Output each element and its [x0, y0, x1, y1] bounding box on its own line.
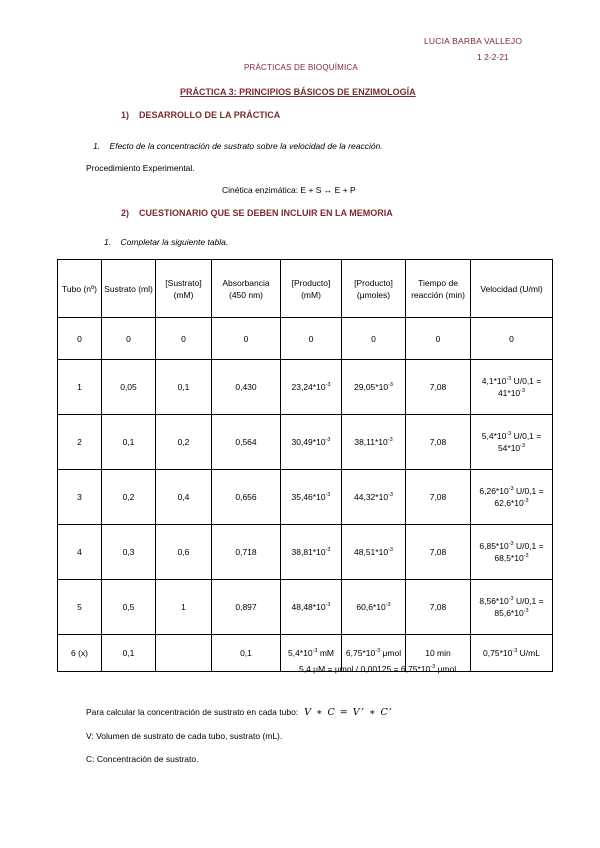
table-cell: 2 — [58, 415, 102, 470]
table-row — [58, 525, 553, 580]
table-cell: 0 — [281, 318, 342, 360]
section-1-number: 1) — [121, 110, 130, 120]
document-date: 1 2-2-21 — [477, 52, 509, 62]
item-2 — [104, 237, 228, 247]
section-1-title: DESARROLLO DE LA PRÁCTICA — [139, 110, 281, 120]
table-cell — [156, 635, 212, 672]
table-cell: 0 — [471, 318, 553, 360]
table-row — [58, 470, 553, 525]
table-cell: 3 — [58, 470, 102, 525]
section-2-title: CUESTIONARIO QUE SE DEBEN INCLUIR EN LA MEMORIA — [139, 208, 393, 218]
table-cell: 4 — [58, 525, 102, 580]
item-2-number: 1. — [104, 237, 112, 247]
results-table — [57, 259, 553, 672]
course-title: PRÁCTICAS DE BIOQUÍMICA — [244, 63, 358, 72]
table-row — [58, 415, 553, 470]
table-cell: $6,85*10^{-3}$ $U/0,1 = 68,5*10^{-3}$ — [471, 525, 553, 580]
section-1-heading — [121, 110, 280, 120]
table-cell: $48,51*10^{-3}$ — [342, 525, 406, 580]
table-cell: $38,81*10^{-3}$ — [281, 525, 342, 580]
section-2-number: 2) — [121, 208, 130, 218]
table-cell: $5,4*10^{-3}$ mM — [281, 635, 342, 672]
table-cell: $35,46*10^{-3}$ — [281, 470, 342, 525]
table-cell: $44,32*10^{-3}$ — [342, 470, 406, 525]
table-cell: 6 (x) — [58, 635, 102, 672]
kinetics-equation: Cinética enzimática: E + S ↔ E + P — [222, 185, 356, 195]
table-cell: 0 — [342, 318, 406, 360]
table-cell: 0,2 — [102, 470, 156, 525]
table-cell: $23,24*10^{-3}$ — [281, 360, 342, 415]
table-cell: 0,1 — [212, 635, 281, 672]
table-cell: 7,08 — [406, 360, 471, 415]
author-name: LUCIA BARBA VALLEJO — [424, 36, 523, 46]
table-cell: 0,1 — [102, 415, 156, 470]
table-header-row — [58, 260, 553, 318]
table-cell: 0 — [406, 318, 471, 360]
table-cell: 1 — [156, 580, 212, 635]
table-cell: 7,08 — [406, 470, 471, 525]
table-cell: $6,26*10^{-3}$ $U/0,1 = 62,6*10^{-3}$ — [471, 470, 553, 525]
table-cell: 0,897 — [212, 580, 281, 635]
table-cell: $48,48*10^{-3}$ — [281, 580, 342, 635]
table-cell: $60,6*10^{-3}$ — [342, 580, 406, 635]
table-cell: 0,2 — [156, 415, 212, 470]
table-cell: $38,11*10^{-3}$ — [342, 415, 406, 470]
table-cell: 0,718 — [212, 525, 281, 580]
table-cell: 0,6 — [156, 525, 212, 580]
table-cell: 0 — [212, 318, 281, 360]
table-cell: 7,08 — [406, 580, 471, 635]
table-cell: 0,564 — [212, 415, 281, 470]
header-cell: Tubo (nº) — [58, 260, 102, 318]
table-cell: 0 — [58, 318, 102, 360]
header-cell: Absorbancia (450 nm) — [212, 260, 281, 318]
table-cell: 0,05 — [102, 360, 156, 415]
table-cell: 0 — [102, 318, 156, 360]
table-cell: 1 — [58, 360, 102, 415]
header-cell: Velocidad (U/ml) — [471, 260, 553, 318]
item-1-number: 1. — [93, 141, 101, 151]
concentration-definition: C: Concentración de sustrato. — [86, 754, 199, 764]
table-cell: $30,49*10^{-3}$ — [281, 415, 342, 470]
table-cell: 0,1 — [102, 635, 156, 672]
table-cell: 7,08 — [406, 415, 471, 470]
item-2-text: Completar la siguiente tabla. — [120, 237, 229, 247]
dilution-formula: V ∗ C = V’ ∗ C’ — [304, 707, 393, 718]
header-cell: [Producto] (μmoles) — [342, 260, 406, 318]
table-cell: $0,75*10^{-3}$ U/mL — [471, 635, 553, 672]
item-1 — [93, 141, 383, 151]
table-cell: 7,08 — [406, 525, 471, 580]
table-cell: $5,4*10^{-3}$ $U/0,1 = 54*10^{-3}$ — [471, 415, 553, 470]
table-cell: 0,4 — [156, 470, 212, 525]
table-row — [58, 580, 553, 635]
table-cell: 10 min — [406, 635, 471, 672]
table-cell: $4,1*10^{-3}$ $U/0,1 = 41*10^{-3}$ — [471, 360, 553, 415]
table-cell: $8,56*10^{-3}$ $U/0,1 = 85,6*10^{-3}$ — [471, 580, 553, 635]
conversion-note: 5,4 $\mu M = \mu mol / 0,00125 = 6,75*10^{-3}$ μmol — [299, 664, 457, 674]
header-cell: [Producto] (mM) — [281, 260, 342, 318]
table-row — [58, 360, 553, 415]
table-cell: 0,656 — [212, 470, 281, 525]
formula-paragraph — [86, 707, 393, 718]
procedure-text: Procedimiento Experimental. — [86, 163, 195, 173]
header-cell: Tiempo de reacción (min) — [406, 260, 471, 318]
table-row — [58, 318, 553, 360]
volume-definition: V: Volumen de sustrato de cada tubo, sustrato (mL). — [86, 731, 283, 741]
table-cell: 0,5 — [102, 580, 156, 635]
table-cell: 0,430 — [212, 360, 281, 415]
formula-intro: Para calcular la concentración de sustrato en cada tubo: — [86, 707, 299, 717]
table-cell: 5 — [58, 580, 102, 635]
item-1-text: Efecto de la concentración de sustrato sobre la velocidad de la reacción. — [109, 141, 383, 151]
section-2-heading — [121, 208, 393, 218]
table-cell: 0,3 — [102, 525, 156, 580]
table-cell: 0 — [156, 318, 212, 360]
header-cell: [Sustrato] (mM) — [156, 260, 212, 318]
table-cell: $29,05*10^{-3}$ — [342, 360, 406, 415]
header-cell: Sustrato (ml) — [102, 260, 156, 318]
page-title: PRÁCTICA 3: PRINCIPIOS BÁSICOS DE ENZIMOLOGÍA — [180, 87, 416, 97]
table-cell: 0,1 — [156, 360, 212, 415]
table-cell: $6,75*10^{-3}$ μmol — [342, 635, 406, 672]
